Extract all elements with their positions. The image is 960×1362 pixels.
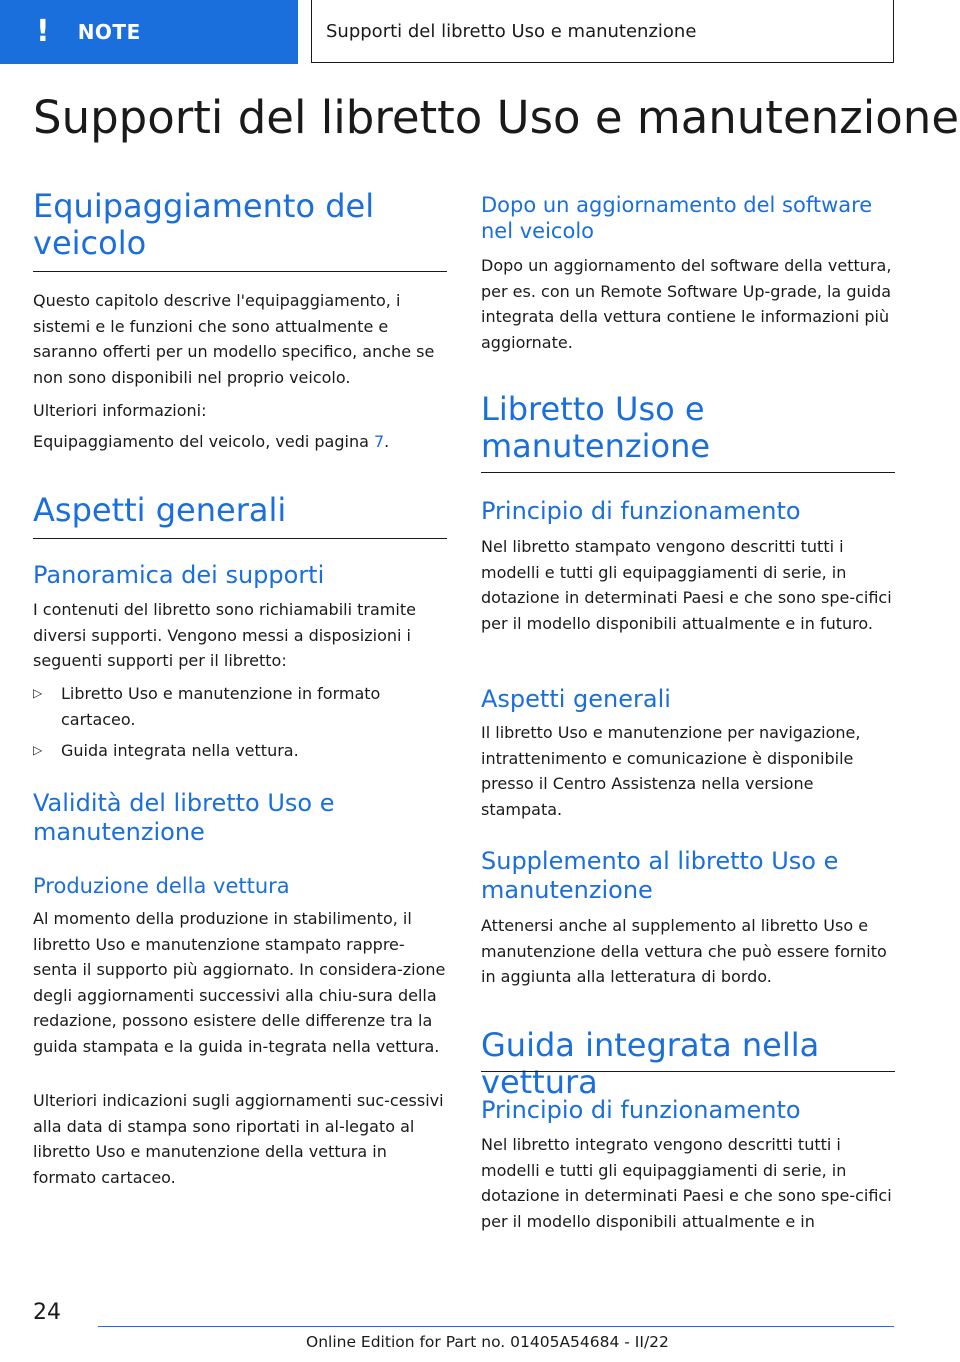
section-rule — [33, 271, 447, 272]
paragraph: Nel libretto stampato vengono descritti tutti i modelli e tutti gli equipaggiamenti di serie, in dotazione in determinati Paesi e che sono spe-cifici per il modello disponibili attualmente e in futuro. — [481, 537, 892, 633]
subheading-aspetti-generali: Aspetti generali — [481, 685, 671, 713]
section-rule — [33, 538, 447, 539]
subheading-aggiornamento-software: Dopo un aggiornamento del software nel veicolo — [481, 193, 873, 243]
heading-equipaggiamento: Equipaggiamento del veicolo — [33, 187, 375, 262]
page-number: 24 — [33, 1300, 61, 1325]
cross-reference: Equipaggiamento del veicolo, vedi pagina 7. — [33, 432, 390, 451]
paragraph: Al momento della produzione in stabilimento, il libretto Uso e manutenzione stampato rappre-senta il supporto più aggiornato. In considera-zione degli aggiornamenti successivi alla chiu-sura della redazione, possono esistere delle differenze tra la guida stampata e la guida in-tegrata nella vettura. — [33, 909, 446, 1056]
note-label: NOTE — [77, 20, 141, 44]
subheading-supplemento: Supplemento al libretto Uso e manutenzione — [481, 847, 839, 904]
paragraph: Il libretto Uso e manutenzione per navigazione, intrattenimento e comunicazione è disponibile presso il Centro Assistenza nella versione stampata. — [481, 723, 861, 819]
paragraph: Dopo un aggiornamento del software della vettura, per es. con un Remote Software Up-grade, la guida integrata della vettura contiene le informazioni più aggiornate. — [481, 256, 892, 352]
paragraph: Attenersi anche al supplemento al libretto Uso e manutenzione della vettura che può essere fornito in aggiunta alla letteratura di bordo. — [481, 916, 887, 986]
subheading-principio: Principio di funzionamento — [481, 497, 801, 525]
section-header — [311, 0, 894, 63]
subheading-produzione: Produzione della vettura — [33, 874, 290, 898]
paragraph: Ulteriori indicazioni sugli aggiornamenti suc-cessivi alla data di stampa sono riportati in al-legato al libretto Uso e manutenzione della vettura in formato cartaceo. — [33, 1091, 444, 1187]
paragraph: Questo capitolo descrive l'equipaggiamento, i sistemi e le funzioni che sono attualmente e saranno offerti per un modello specifico, anche se non sono disponibili nel proprio veicolo. — [33, 291, 435, 387]
page-title: Supporti del libretto Uso e manutenzione — [33, 91, 960, 144]
heading-aspetti-generali: Aspetti generali — [33, 491, 287, 529]
footer-rule — [98, 1326, 894, 1327]
section-rule — [481, 1071, 895, 1072]
paragraph: Ulteriori informazioni: — [33, 401, 207, 420]
subheading-principio: Principio di funzionamento — [481, 1096, 801, 1124]
note-tab — [0, 0, 298, 64]
page-link[interactable]: 7 — [373, 432, 385, 451]
section-header-title: Supporti del libretto Uso e manutenzione — [326, 20, 697, 42]
paragraph: Nel libretto integrato vengono descritti tutti i modelli e tutti gli equipaggiamenti di serie, in dotazione in determinati Paesi e che sono spe-cifici per il modello disponibili attualmente e in — [481, 1135, 892, 1231]
paragraph: I contenuti del libretto sono richiamabili tramite diversi supporti. Vengono messi a disposizioni i seguenti supporti per il libretto: — [33, 600, 416, 670]
heading-libretto: Libretto Uso e manutenzione — [481, 390, 711, 465]
subheading-validita: Validità del libretto Uso e manutenzione — [33, 789, 335, 846]
triangle-bullet-icon: ▷ — [33, 743, 43, 757]
section-rule — [481, 472, 895, 473]
edition-footer: Online Edition for Part no. 01405A54684 - II/22 — [306, 1333, 669, 1351]
exclamation-icon: ! — [36, 14, 50, 49]
subheading-panoramica: Panoramica dei supporti — [33, 561, 325, 589]
heading-guida-integrata: Guida integrata nella vettura — [481, 1026, 820, 1101]
triangle-bullet-icon: ▷ — [33, 686, 43, 700]
